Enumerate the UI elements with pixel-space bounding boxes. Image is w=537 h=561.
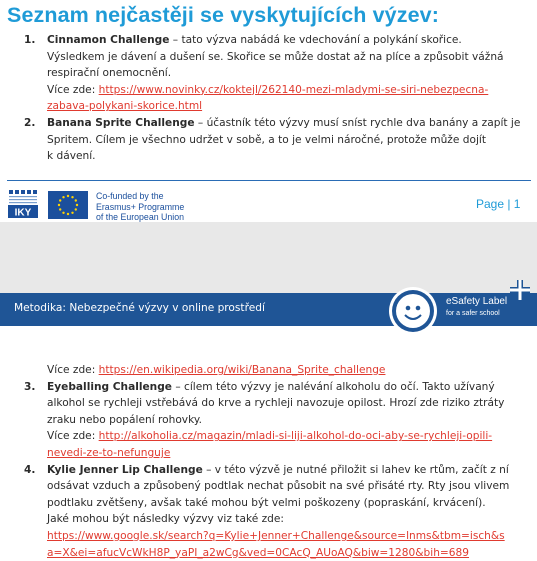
list-item-kylie-jenner	[24, 462, 524, 561]
list-item-continuation	[24, 362, 524, 379]
footer-divider	[7, 180, 531, 181]
challenge-description: Jaké mohou být následky výzvy viz také zde:	[47, 513, 284, 526]
challenge-description: Spritem. Cílem je všechno udržet v sobě, a to je velmi náročné, protože může dojít	[47, 133, 486, 146]
item-number: 1.	[24, 34, 36, 46]
challenge-description: – tato výzva nabádá ke vdechování a polykání skořice.	[169, 34, 462, 46]
challenge-description: alkohol se rychleji vstřebává do krve a rychleji navozuje opilost. Hrozí zde riziko ztráty	[47, 397, 505, 410]
source-link[interactable]: https://www.novinky.cz/koktejl/262140-mezi-mladymi-se-siri-nebezpecna-	[98, 83, 489, 96]
more-label: Více zde:	[47, 364, 99, 376]
esafety-title: eSafety Label	[446, 296, 508, 307]
eu-flag-icon	[48, 191, 88, 219]
challenge-description: k dávení.	[47, 150, 96, 163]
cofunded-line: Erasmus+ Programme	[96, 201, 185, 212]
page-number: Page | 1	[476, 197, 521, 211]
esafety-label-logo	[388, 278, 537, 340]
page-title: Seznam nejčastěji se vyskytujících výzev:	[7, 3, 439, 27]
challenge-description: – účastník této výzvy musí sníst rychle dva banány a zapít je	[194, 116, 521, 129]
item-number: 3.	[24, 380, 36, 393]
more-label: Více zde:	[47, 83, 99, 96]
source-link[interactable]: https://www.google.sk/search?q=Kylie+Jenner+Challenge&source=lnms&tbm=isch&s	[47, 529, 505, 542]
challenge-list-continued	[24, 362, 524, 561]
challenge-description: odsávat vzduch a způsobený podtlak nechat působit na své přisáté rty. Rty jsou vlivem	[47, 480, 510, 493]
item-number: 2.	[24, 116, 36, 129]
list-item-banana-sprite	[24, 115, 524, 165]
list-item-eyeballing	[24, 379, 524, 462]
challenge-list	[24, 32, 524, 165]
source-link[interactable]: https://en.wikipedia.org/wiki/Banana_Sprite_challenge	[98, 364, 386, 376]
source-link[interactable]: http://alkoholia.cz/magazin/mladi-si-liji-alkohol-do-oci-aby-se-rychleji-opili-	[98, 430, 493, 443]
challenge-name: Kylie Jenner Lip Challenge	[47, 463, 203, 476]
iky-logo	[7, 188, 39, 219]
page-1	[0, 0, 537, 222]
challenge-name: Eyeballing Challenge	[47, 380, 172, 393]
challenge-description: zraku nebo popálení rohovky.	[47, 413, 202, 426]
source-link[interactable]: zabava-polykani-skorice.html	[47, 100, 203, 113]
challenge-description: – cílem této výzvy je nalévání alkoholu do očí. Takto užívaný	[172, 380, 495, 393]
iky-logo-text: IKY	[14, 207, 32, 219]
esafety-subtitle: for a safer school	[446, 310, 500, 317]
challenge-description: respirační onemocnění.	[47, 67, 172, 80]
challenge-description: podtlaku zvětšeny, avšak také mohou být velmi poškozeny (popraskání, krvácení).	[47, 496, 486, 509]
source-link[interactable]: a=X&ei=afucVcWkH8P_yaPI_a2wCg&ved=0CAcQ_AUoAQ&biw=1280&bih=689	[47, 546, 470, 559]
header-title: Metodika: Nebezpečné výzvy v online prostředí	[14, 302, 265, 314]
cofunded-line: Co-funded by the	[96, 191, 164, 201]
more-label: Více zde:	[47, 430, 99, 443]
item-number: 4.	[24, 463, 36, 476]
challenge-name: Cinnamon Challenge	[47, 34, 170, 46]
challenge-name: Banana Sprite Challenge	[47, 116, 195, 129]
challenge-description: Výsledkem je dávení a dušení se. Skořice se může dostat až na plíce a způsobit vážná	[47, 50, 504, 63]
list-item-cinnamon	[24, 32, 524, 115]
cofunded-text	[96, 191, 184, 223]
challenge-description: – v této výzvě je nutné přiložit si lahev ke rtům, začít z ní	[202, 463, 509, 476]
cofunded-line: of the European Union	[96, 212, 185, 222]
source-link[interactable]: nevedi-ze-to-nefunguje	[47, 446, 171, 459]
